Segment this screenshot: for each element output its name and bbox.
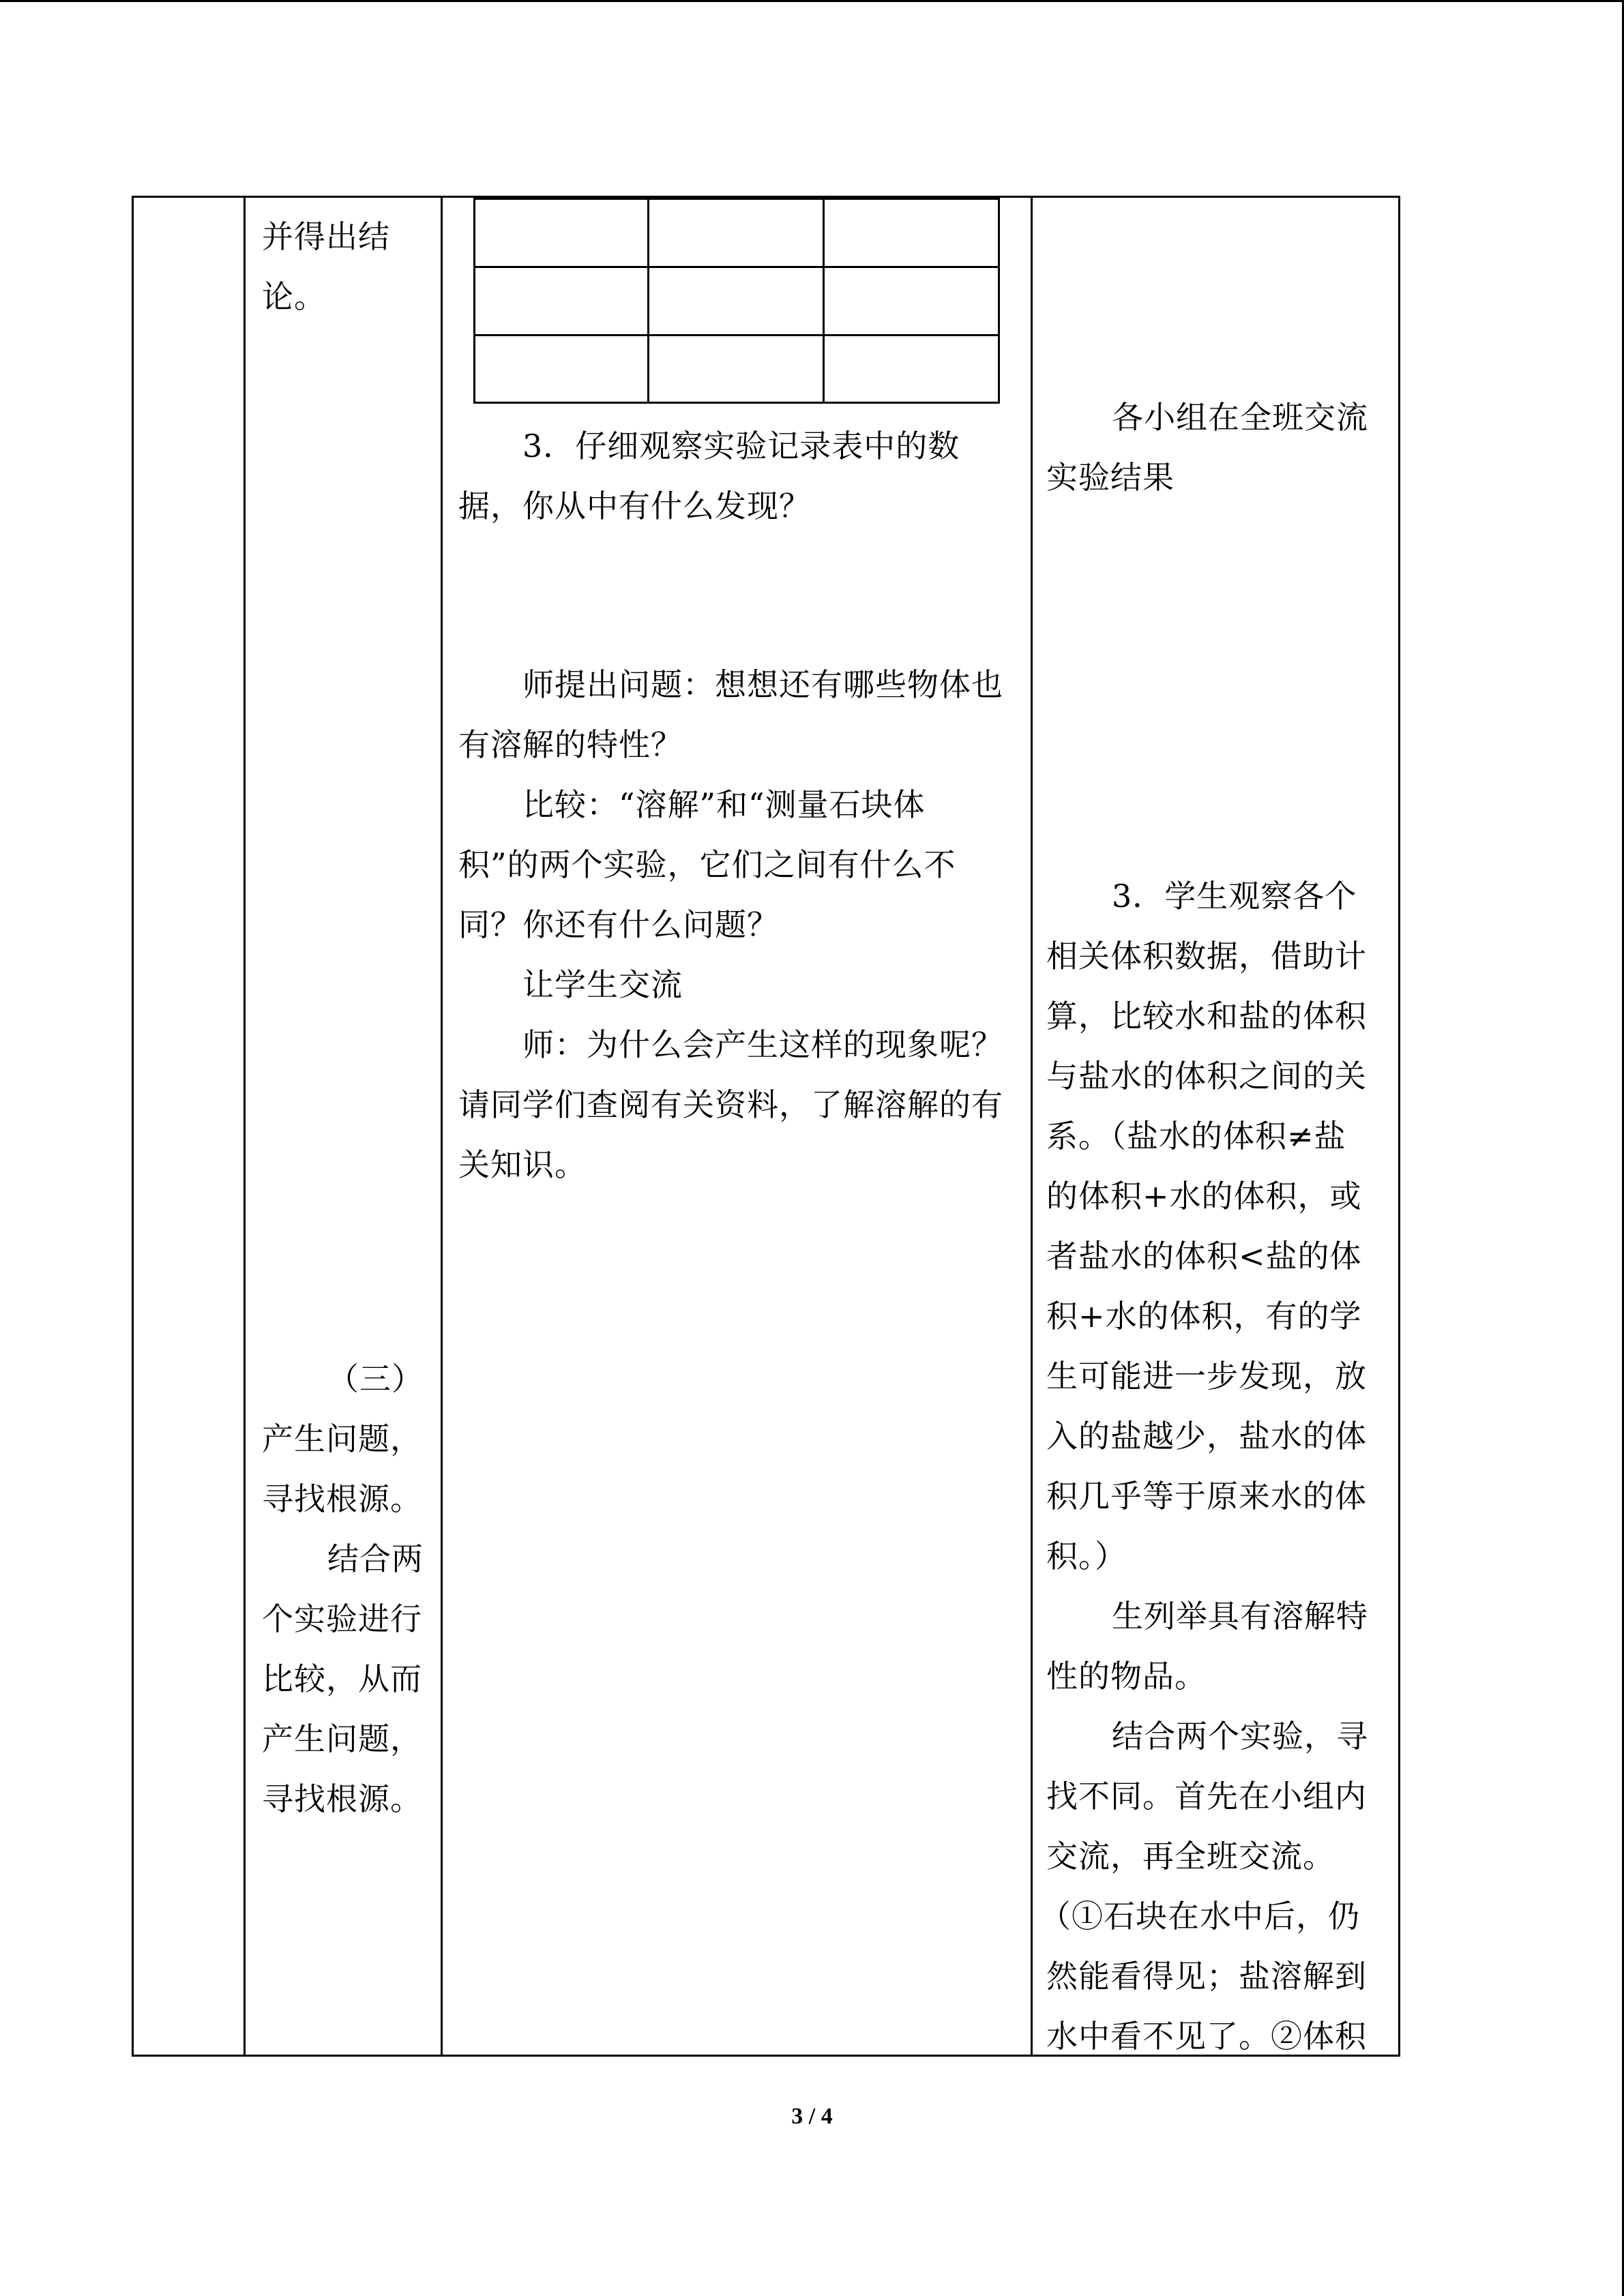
student-text-line: 积+水的体积，有的学 <box>1046 1298 1362 1335</box>
record-table-col-line-2 <box>823 198 825 404</box>
record-table-bottom <box>473 402 1000 404</box>
page-top-border <box>0 0 1624 2</box>
student-text-line: 与盐水的体积之间的关 <box>1046 1058 1367 1094</box>
student-text-line: 算，比较水和盐的体积 <box>1046 998 1367 1034</box>
stage-text-line: 比较，从而 <box>262 1660 422 1697</box>
teacher-text-line: 让学生交流 <box>522 966 683 1003</box>
record-table-right <box>998 198 1000 404</box>
stage-text-line: 寻找根源。 <box>262 1780 422 1817</box>
stage-section-heading: （三） <box>327 1360 424 1397</box>
student-text-line: 结合两个实验，寻 <box>1112 1718 1368 1755</box>
student-text-line: 交流，再全班交流。 <box>1046 1838 1335 1875</box>
student-text-line: 然能看得见；盐溶解到 <box>1046 1958 1367 1995</box>
teacher-text-line: 同？你还有什么问题？ <box>458 906 779 943</box>
stage-text-line: 并得出结 <box>262 218 390 255</box>
teacher-text-line: 请同学们查阅有关资料，了解溶解的有 <box>458 1086 1003 1123</box>
teacher-text-line: 关知识。 <box>458 1146 587 1183</box>
student-text-line: 积几乎等于原来水的体 <box>1046 1478 1367 1515</box>
student-text-line: （①石块在水中后，仍 <box>1039 1898 1360 1935</box>
table-left-border <box>132 196 134 2057</box>
teacher-text-line: 比较：“溶解”和“测量石块体 <box>522 786 926 823</box>
student-text-line: 各小组在全班交流 <box>1112 399 1368 436</box>
stage-text-line: 个实验进行 <box>262 1600 422 1637</box>
column-divider-1 <box>243 196 246 2057</box>
stage-text-line: 寻找根源。 <box>262 1480 422 1517</box>
teacher-text-line: 3．仔细观察实验记录表中的数 <box>522 428 960 464</box>
student-text-line: 系。（盐水的体积≠盐 <box>1046 1118 1346 1154</box>
student-text-line: 水中看不见了。②体积 <box>1046 2018 1367 2055</box>
record-table <box>473 198 1000 404</box>
teacher-text-line: 积”的两个实验，它们之间有什么不 <box>458 846 956 883</box>
student-text-line: 生可能进一步发现，放 <box>1046 1358 1367 1395</box>
student-text-line: 的体积+水的体积，或 <box>1046 1178 1362 1214</box>
teacher-text-line: 师：为什么会产生这样的现象呢？ <box>522 1026 1003 1063</box>
teacher-text-line: 有溶解的特性？ <box>458 726 683 763</box>
record-table-row-line-2 <box>473 334 1000 336</box>
student-text-line: 积。） <box>1046 1538 1127 1575</box>
stage-text-line: 产生问题， <box>262 1420 422 1457</box>
table-right-border <box>1398 196 1400 2057</box>
column-divider-2 <box>441 196 443 2057</box>
column-divider-3 <box>1031 196 1033 2057</box>
record-table-left <box>473 198 475 404</box>
student-text-line: 找不同。首先在小组内 <box>1046 1778 1367 1815</box>
record-table-top <box>473 198 1000 200</box>
stage-text-line: 产生问题， <box>262 1720 422 1757</box>
student-text-line: 入的盐越少，盐水的体 <box>1046 1418 1367 1455</box>
stage-text-line: 结合两 <box>327 1540 424 1577</box>
student-text-line: 生列举具有溶解特 <box>1112 1598 1368 1635</box>
student-text-line: 者盐水的体积<盐的体 <box>1046 1238 1362 1274</box>
teacher-text-line: 据，你从中有什么发现？ <box>458 488 811 524</box>
stage-text-line: 论。 <box>262 278 326 315</box>
record-table-row-line-1 <box>473 266 1000 268</box>
student-text-line: 3．学生观察各个 <box>1112 878 1357 914</box>
page-number: 3 / 4 <box>791 2104 833 2129</box>
teacher-text-line: 师提出问题：想想还有哪些物体也 <box>522 666 1003 703</box>
record-table-col-line-1 <box>647 198 649 404</box>
student-text-line: 性的物品。 <box>1046 1658 1207 1695</box>
student-text-line: 实验结果 <box>1046 459 1175 496</box>
student-text-line: 相关体积数据，借助计 <box>1046 938 1367 974</box>
